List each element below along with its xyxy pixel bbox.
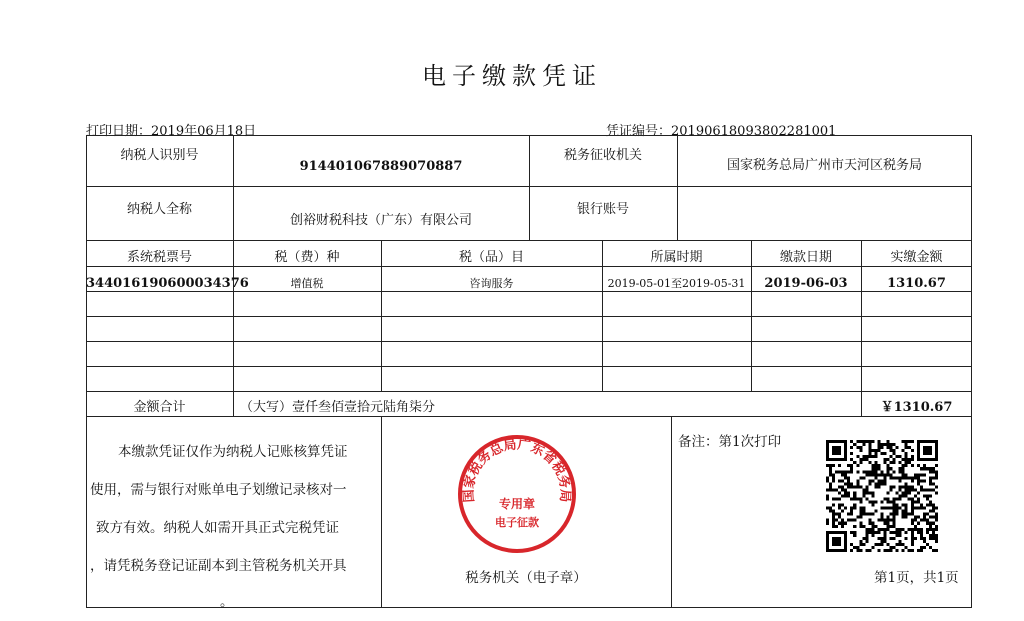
- document-title: 电子缴款凭证: [422, 62, 602, 90]
- svg-text:国家税务总局广东省税务局: 国家税务总局广东省税务局: [461, 437, 573, 503]
- taxpayer-id-label: 纳税人识别号: [120, 148, 199, 163]
- svg-text:专用章: 专用章: [498, 497, 536, 511]
- note-line: ，请凭税务登记证副本到主管税务机关开具: [90, 558, 347, 574]
- qr-code-icon[interactable]: [826, 440, 938, 552]
- column-header: 税（费）种: [274, 250, 340, 265]
- taxpayer-id-value: 914401067889070887: [299, 159, 463, 174]
- table-rule: [86, 316, 972, 317]
- remark: 备注：第1次打印: [678, 434, 782, 450]
- ticket-number: 344016190600034376: [86, 276, 249, 291]
- taxpayer-name-value: 创裕财税科技（广东）有限公司: [289, 213, 472, 228]
- table-rule: [86, 366, 972, 367]
- payment-date: 2019-06-03: [764, 276, 848, 291]
- table-rule: [233, 391, 234, 416]
- paid-amount: 1310.67: [887, 276, 946, 291]
- stamp-caption: 税务机关（电子章）: [465, 570, 587, 586]
- column-header: 税（品）目: [458, 250, 524, 265]
- tax-period: 2019-05-01至2019-05-31: [607, 277, 746, 290]
- official-seal-icon: [457, 434, 577, 554]
- table-rule: [671, 416, 672, 608]
- tax-item: 咨询服务: [469, 277, 514, 290]
- column-header: 所属时期: [650, 250, 703, 265]
- page-info: 第1页，共1页: [874, 570, 959, 586]
- table-rule: [86, 266, 972, 267]
- table-rule: [86, 240, 972, 241]
- column-header: 系统税票号: [126, 250, 192, 265]
- total-in-words: （大写）壹仟叁佰壹拾元陆角柒分: [240, 400, 436, 415]
- column-header: 实缴金额: [890, 250, 943, 265]
- note-line: 本缴款凭证仅作为纳税人记账核算凭证: [118, 444, 348, 460]
- table-rule: [677, 135, 678, 240]
- note-line: 致方有效。纳税人如需开具正式完税凭证: [96, 520, 339, 536]
- table-rule: [86, 341, 972, 342]
- note-line: 。: [220, 594, 234, 610]
- voucher-number: 凭证编号：20190618093802281001: [606, 124, 837, 139]
- bank-account-label: 银行账号: [576, 202, 629, 217]
- table-rule: [86, 391, 972, 392]
- print-date: 打印日期：2019年06月18日: [86, 124, 257, 139]
- taxpayer-name-label: 纳税人全称: [126, 202, 192, 217]
- tax-type: 增值税: [290, 277, 324, 290]
- total-amount: ￥1310.67: [880, 400, 953, 415]
- tax-authority-value: 国家税务总局广州市天河区税务局: [726, 158, 922, 173]
- table-rule: [86, 416, 972, 417]
- svg-text:电子征款: 电子征款: [495, 516, 539, 529]
- total-label: 金额合计: [133, 400, 186, 415]
- column-header: 缴款日期: [779, 250, 832, 265]
- tax-authority-label: 税务征收机关: [563, 148, 642, 163]
- note-line: 使用，需与银行对账单电子划缴记录核对一: [90, 482, 347, 498]
